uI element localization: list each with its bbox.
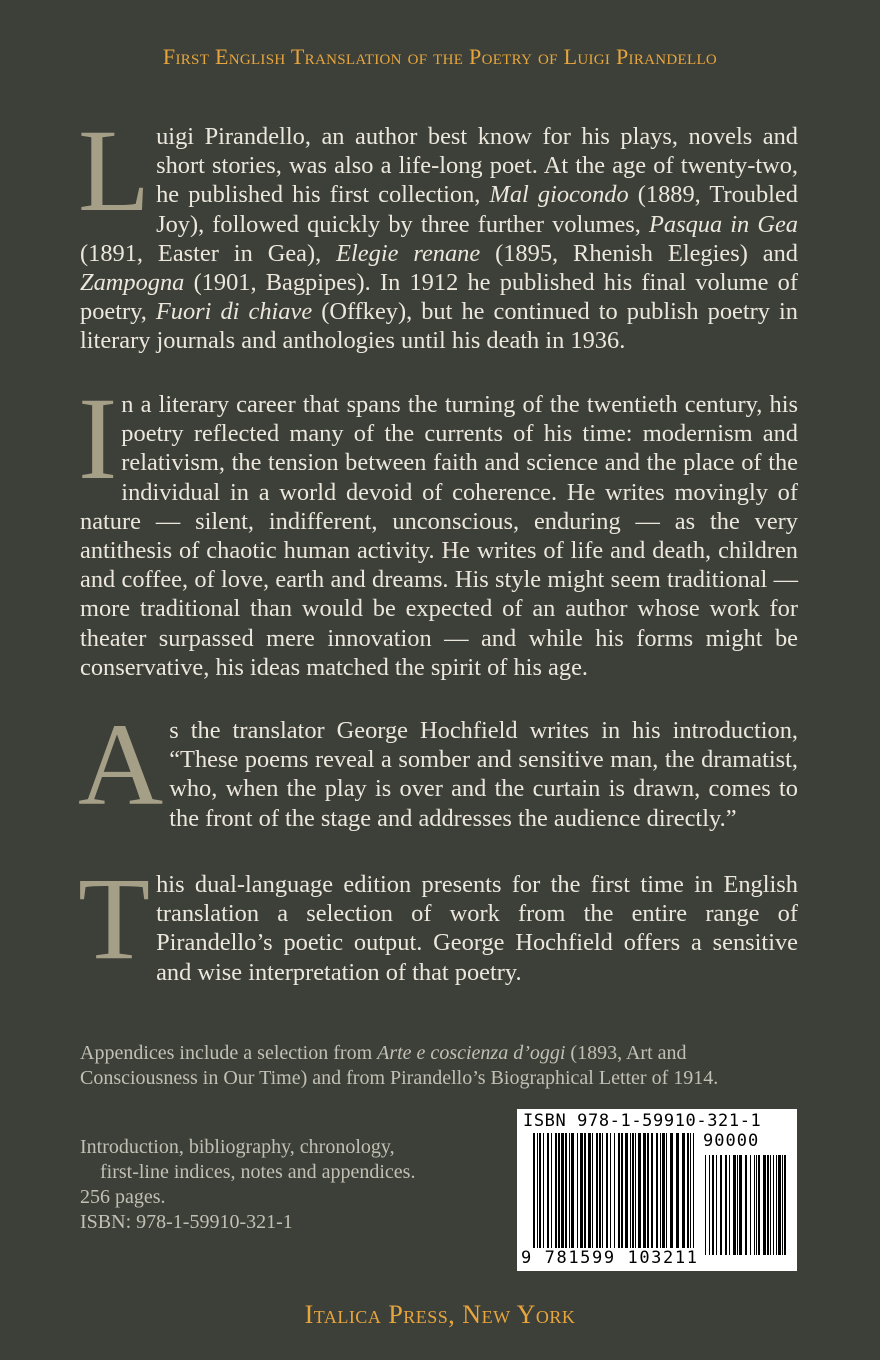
text-run: Appendices include a selection from [80, 1042, 378, 1064]
barcode-addon-bar [737, 1155, 738, 1255]
barcode-bar [539, 1133, 541, 1249]
text-run: n a literary career that spans the turning of the twentieth century, his poetry reflected many of the currents of his time: modernism and relativism, the tension between faith and science and the place of the individual in a world devoid of coherence. He writes movingly of nature — silent, indifferent, unconscious, enduring — as the very antithesis of chaotic human activity. He writes of life and death, children and coffee, of love, earth and dreams. His style might seem traditional — more traditional than would be expected of an author whose work for theater surpassed mere innovation — and while his forms might be conservative, his ideas matched the spirit of his age. [80, 391, 798, 681]
barcode-addon-bar [705, 1155, 706, 1255]
barcode-addon-bar [720, 1155, 722, 1255]
italic-title: Elegie renane [336, 239, 481, 267]
italic-title: Arte e coscienza d’oggi [377, 1042, 566, 1064]
barcode-addon-bar [784, 1155, 786, 1255]
isbn-text: ISBN: 978-1-59910-321-1 [80, 1211, 293, 1233]
text-run: (1891, Easter in Gea), [80, 239, 337, 267]
text-run: (1895, Rhenish Elegies) and [480, 239, 798, 267]
text-run: (1901, Bagpipes). In 1912 he published his final volume of poetry, [80, 269, 798, 326]
barcode-bar [621, 1133, 623, 1249]
italic-title: Zampogna [80, 269, 185, 297]
barcode-addon-bar [778, 1155, 781, 1255]
barcode-bar [635, 1133, 636, 1249]
appendix-text [80, 1042, 718, 1089]
barcode-bar [662, 1133, 665, 1249]
barcode-addon-bar [750, 1155, 751, 1255]
barcode-addon-bar [729, 1155, 730, 1255]
barcode-bar [676, 1133, 679, 1249]
barcode-addon-bar [709, 1155, 710, 1255]
barcode-addon-bar [782, 1155, 783, 1255]
paragraph-text [169, 717, 798, 832]
drop-cap: T [78, 853, 151, 984]
page-count: 256 pages. [80, 1186, 166, 1208]
contents-line: Introduction, bibliography, chronology, [80, 1136, 395, 1158]
barcode-bar [632, 1133, 634, 1249]
drop-cap: L [78, 105, 151, 236]
barcode-bar [547, 1133, 549, 1249]
barcode-bar [693, 1133, 694, 1249]
paragraph-text [78, 105, 798, 355]
barcode-addon-bar [733, 1155, 736, 1255]
text-run: (Offkey), but he continued to publish poetry in literary journals and anthologies until his death in 1936. [80, 298, 798, 355]
barcode-bar [666, 1133, 667, 1249]
drop-cap: I [78, 373, 118, 504]
barcode-bar [561, 1133, 564, 1249]
text-run: uigi Pirandello, an author best know for his plays, novels and short stories, was also a life-long poet. At the age of twenty-two, he published his first collection, [156, 123, 798, 209]
barcode-addon-bar [758, 1155, 760, 1255]
paragraph-career [78, 373, 798, 682]
barcode-addon-bar [739, 1155, 742, 1255]
barcode-bar [596, 1133, 598, 1249]
barcode-bar [638, 1133, 641, 1249]
barcode-bar [533, 1133, 535, 1249]
barcode-bar [682, 1133, 685, 1249]
barcode-bar [656, 1133, 658, 1249]
barcode-bar [687, 1133, 689, 1249]
barcode-price-code: 90000 [703, 1131, 760, 1151]
barcode-bar [614, 1133, 615, 1249]
barcode [517, 1109, 797, 1271]
barcode-addon-bar [770, 1155, 771, 1255]
paragraph-quote [78, 699, 798, 833]
barcode-addon-bar [745, 1155, 747, 1255]
barcode-addon-bar [776, 1155, 777, 1255]
barcode-addon-bar [754, 1155, 755, 1255]
paragraph-edition [78, 853, 798, 987]
barcode-bar [565, 1133, 567, 1249]
italic-title: Mal giocondo [489, 181, 629, 209]
barcode-bar [602, 1133, 603, 1249]
book-info [80, 1135, 520, 1235]
barcode-bar [551, 1133, 552, 1249]
appendix-note [80, 1041, 800, 1091]
barcode-bar [588, 1133, 591, 1249]
barcode-addon-bar [773, 1155, 774, 1255]
barcode-bar [651, 1133, 653, 1249]
barcode-bar [584, 1133, 586, 1249]
barcode-addon-bar [756, 1155, 757, 1255]
barcode-addon-bar [767, 1155, 769, 1255]
paragraph-intro [78, 105, 798, 356]
italic-title: Pasqua in Gea [649, 210, 798, 238]
barcode-ean-number: 9 781599 103211 [521, 1248, 699, 1268]
barcode-bar [618, 1133, 620, 1249]
barcode-bar [580, 1133, 583, 1249]
barcode-bar [643, 1133, 646, 1249]
barcode-addon-bar [716, 1155, 717, 1255]
barcode-bar [577, 1133, 578, 1249]
contents-line: first-line indices, notes and appendices. [100, 1161, 416, 1183]
barcode-bar [599, 1133, 601, 1249]
barcode-bar [610, 1133, 611, 1249]
text-run: (1889, Troubled Joy), followed quickly by three further volumes, [156, 181, 798, 238]
barcode-bar [606, 1133, 608, 1249]
barcode-bar [625, 1133, 628, 1249]
barcode-bar [543, 1133, 544, 1249]
barcode-bar [670, 1133, 673, 1249]
text-run: s the translator George Hochfield writes in his introduction, “These poems reveal a somber and sensitive man, the dramatist, who, when the play is over and the curtain is drawn, comes to the front of the stage and addresses the audience directly.” [169, 717, 798, 832]
drop-cap: A [78, 699, 164, 830]
barcode-bar [558, 1133, 560, 1249]
barcode-bar [569, 1133, 570, 1249]
italic-title: Fuori di chiave [155, 298, 313, 326]
text-run: his dual-language edition presents for the first time in English translation a selection of work from the entire range of Pirandello’s poetic output. George Hochfield offers a sensitive and wise interpretation of that poetry. [156, 871, 798, 986]
barcode-bar [630, 1133, 631, 1249]
barcode-isbn-label: ISBN 978-1-59910-321-1 [523, 1111, 762, 1131]
cover-header: First English Translation of the Poetry of Luigi Pirandello [162, 44, 718, 69]
barcode-bar [660, 1133, 661, 1249]
paragraph-text [156, 871, 798, 986]
barcode-bar [571, 1133, 574, 1249]
barcode-addon-bar [712, 1155, 714, 1255]
barcode-bar [555, 1133, 557, 1249]
barcode-bar [690, 1133, 691, 1249]
barcode-bar [537, 1133, 538, 1249]
paragraph-text [78, 373, 798, 681]
barcode-addon-bar [763, 1155, 766, 1255]
barcode-addon-bar [725, 1155, 727, 1255]
barcode-bar [647, 1133, 649, 1249]
text-run: (1893, Art and Consciousness in Our Time) and from Pirandello’s Biographical Letter of 1914. [80, 1042, 719, 1089]
barcode-bar [592, 1133, 593, 1249]
publisher-footer: Italica Press, New York [304, 1300, 576, 1329]
